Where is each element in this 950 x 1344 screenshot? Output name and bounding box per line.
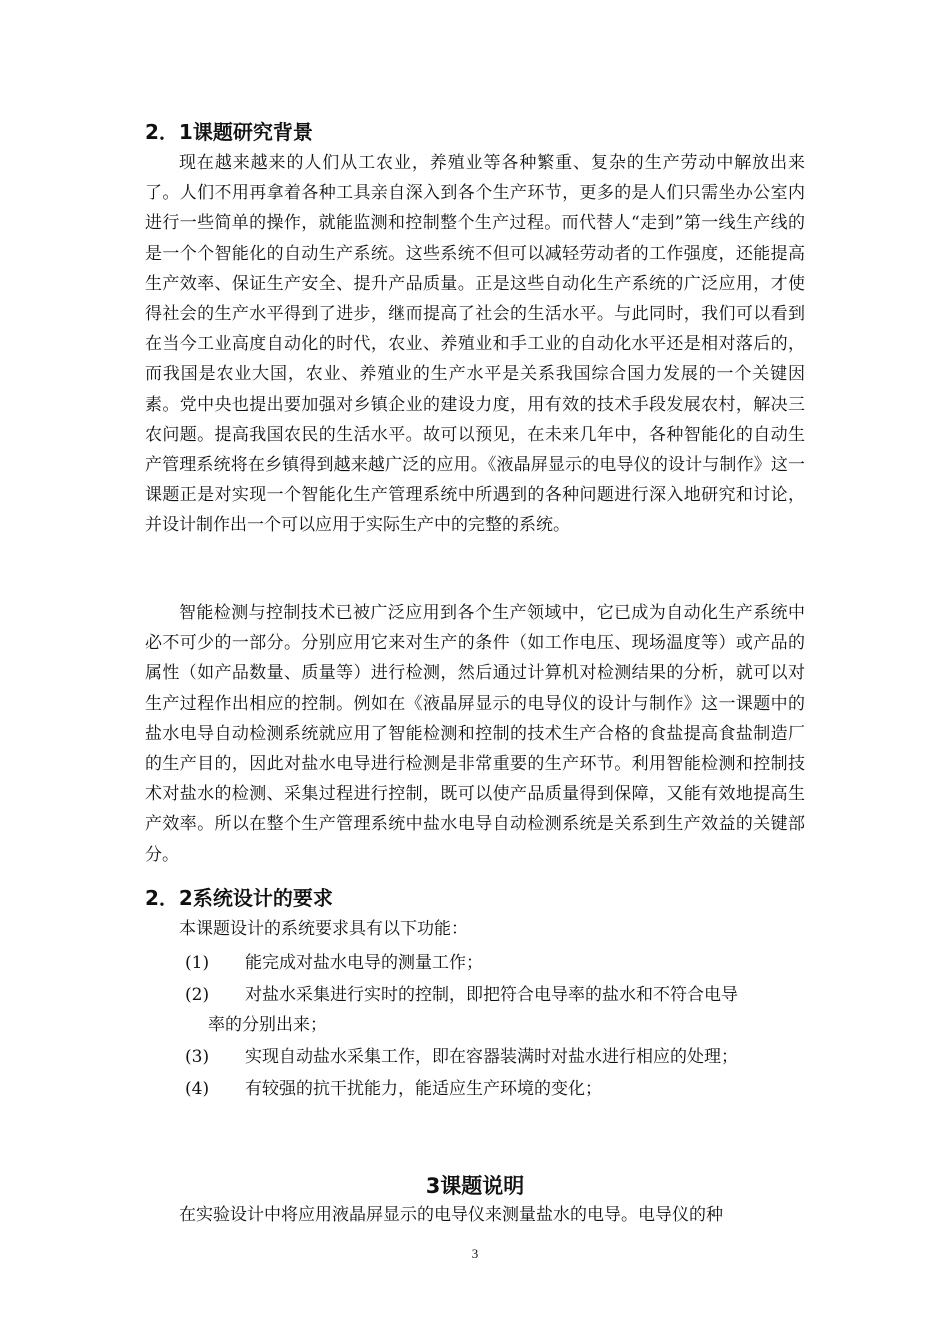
list-item-text: 能完成对盐水电导的测量工作；: [245, 953, 483, 973]
requirements-list: [185, 948, 805, 1104]
section-2-1-paragraph-2: 智能检测与控制技术已被广泛应用到各个生产领域中，它已成为自动化生产系统中必不可少的一部分。分别应用它来对生产的条件（如工作电压、现场温度等）或产品的属性（如产品数量、质量等）进行检测，然后通过计算机对检测结果的分析，就可以对生产过程作出相应的控制。例如在《液晶屏显示的电导仪的设计与制作》这一课题中的盐水电导自动检测系统就应用了智能检测和控制的技术生产合格的食盐提高食盐制造厂的生产目的，因此对盐水电导进行检测是非常重要的生产环节。利用智能检测和控制技术对盐水的检测、采集过程进行控制，既可以使产品质量得到保障，又能有效地提高生产效率。所以在整个生产管理系统中盐水电导自动检测系统是关系到生产效益的关键部分。: [145, 603, 805, 865]
list-item-continuation: [185, 1010, 805, 1040]
section-2-2-intro: 本课题设计的系统要求具有以下功能：: [179, 919, 468, 939]
section-2-1-title: 2．1课题研究背景: [145, 120, 313, 144]
section-2-1-paragraph-1: 现在越来越来的人们从工农业，养殖业等各种繁重、复杂的生产劳动中解放出来了。人们不用再拿着各种工具亲自深入到各个生产环节，更多的是人们只需坐办公室内进行一些简单的操作，就能监测和控制整个生产过程。而代替人“走到”第一线生产线的是一个个智能化的自动生产系统。这些系统不但可以减轻劳动者的工作强度，还能提高生产效率、保证生产安全、提升产品质量。正是这些自动化生产系统的广泛应用，才使得社会的生产水平得到了进步，继而提高了社会的生活水平。与此同时，我们可以看到在当今工业高度自动化的时代，农业、养殖业和手工业的自动化水平还是相对落后的，而我国是农业大国，农业、养殖业的生产水平是关系我国综合国力发展的一个关键因素。党中央也提出要加强对乡镇企业的建设力度，用有效的技术手段发展农村，解决三农问题。提高我国农民的生活水平。故可以预见，在未来几年中，各种智能化的自动生产管理系统将在乡镇得到越来越广泛的应用。《液晶屏显示的电导仪的设计与制作》这一课题正是对实现一个智能化生产管理系统中所遇到的各种问题进行深入地研究和讨论，并设计制作出一个可以应用于实际生产中的完整的系统。: [145, 153, 805, 536]
list-item-text: 对盐水采集进行实时的控制，即把符合电导率的盐水和不符合电导: [245, 985, 738, 1005]
page-number: 3: [471, 1246, 479, 1261]
section-2-2-title: 2．2系统设计的要求: [145, 886, 333, 910]
list-item: [185, 980, 805, 1010]
list-item: [185, 1074, 805, 1104]
list-item-number: (2): [185, 985, 210, 1005]
list-item-text: 有较强的抗干扰能力，能适应生产环境的变化；: [245, 1079, 602, 1099]
section-3-title: 3课题说明: [425, 1174, 525, 1198]
list-item-text: 率的分别出来；: [208, 1015, 327, 1035]
section-3-paragraph-1: 在实验设计中将应用液晶屏显示的电导仪来测量盐水的电导。电导仪的种: [179, 1205, 723, 1225]
list-item-number: (1): [185, 953, 210, 973]
list-item-number: (4): [185, 1079, 210, 1099]
list-item-text: 实现自动盐水采集工作，即在容器装满时对盐水进行相应的处理；: [245, 1047, 738, 1067]
list-item: [185, 948, 805, 978]
list-item: [185, 1042, 805, 1072]
list-item-number: (3): [185, 1047, 210, 1067]
